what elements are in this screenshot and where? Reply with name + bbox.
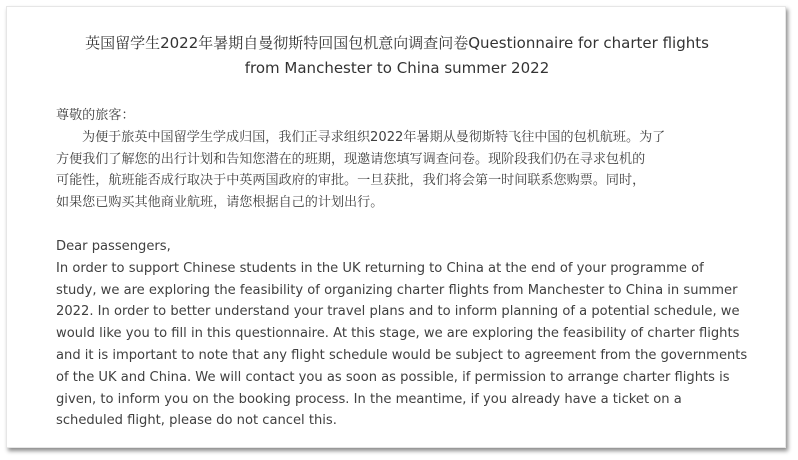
english-paragraph-line-2: study, we are exploring the feasibility of organizing charter flights from Manchester to China in summer	[56, 282, 738, 298]
chinese-paragraph-line-3: 可能性，航班能否成行取决于中英两国政府的审批。一旦获批，我们将会第一时间联系您购票。同时，	[56, 173, 646, 189]
english-paragraph-line-6: of the UK and China. We will contact you as soon as possible, if permission to arrange charter flights is	[56, 369, 730, 385]
english-greeting: Dear passengers,	[56, 238, 171, 254]
title-line-1: 英国留学生2022年暑期自曼彻斯特回国包机意向调查问卷Questionnaire for charter flights	[85, 34, 709, 52]
title-line-2: from Manchester to China summer 2022	[244, 59, 550, 77]
chinese-paragraph-line-2: 方便我们了解您的出行计划和告知您潜在的班期，现邀请您填写调查问卷。现阶段我们仍在寻求包机的	[56, 151, 646, 167]
intro-text	[56, 105, 768, 432]
english-paragraph-line-4: would like you to fill in this questionnaire. At this stage, we are exploring the feasibility of charter flights	[56, 326, 740, 342]
english-paragraph-line-5: and it is important to note that any flight schedule would be subject to agreement from the governments	[56, 347, 748, 363]
page-title	[7, 31, 787, 81]
english-paragraph-line-7: given, to inform you on the booking process. In the meantime, if you already have a ticket on a	[56, 391, 682, 407]
chinese-greeting: 尊敬的旅客：	[56, 108, 135, 123]
chinese-paragraph-line-4: 如果您已购买其他商业航班，请您根据自己的计划出行。	[56, 195, 384, 211]
english-paragraph-line-8: scheduled flight, please do not cancel this.	[56, 413, 337, 429]
paragraph-spacer	[56, 214, 768, 236]
chinese-paragraph-line-1: 为便于旅英中国留学生学成归国，我们正寻求组织2022年暑期从曼彻斯特飞往中国的包机航班。为了	[82, 129, 666, 145]
english-paragraph-line-3: 2022. In order to better understand your travel plans and to inform planning of a potential schedule, we	[56, 304, 740, 320]
questionnaire-card	[6, 6, 786, 448]
english-paragraph-line-1: In order to support Chinese students in the UK returning to China at the end of your programme of	[56, 260, 704, 276]
